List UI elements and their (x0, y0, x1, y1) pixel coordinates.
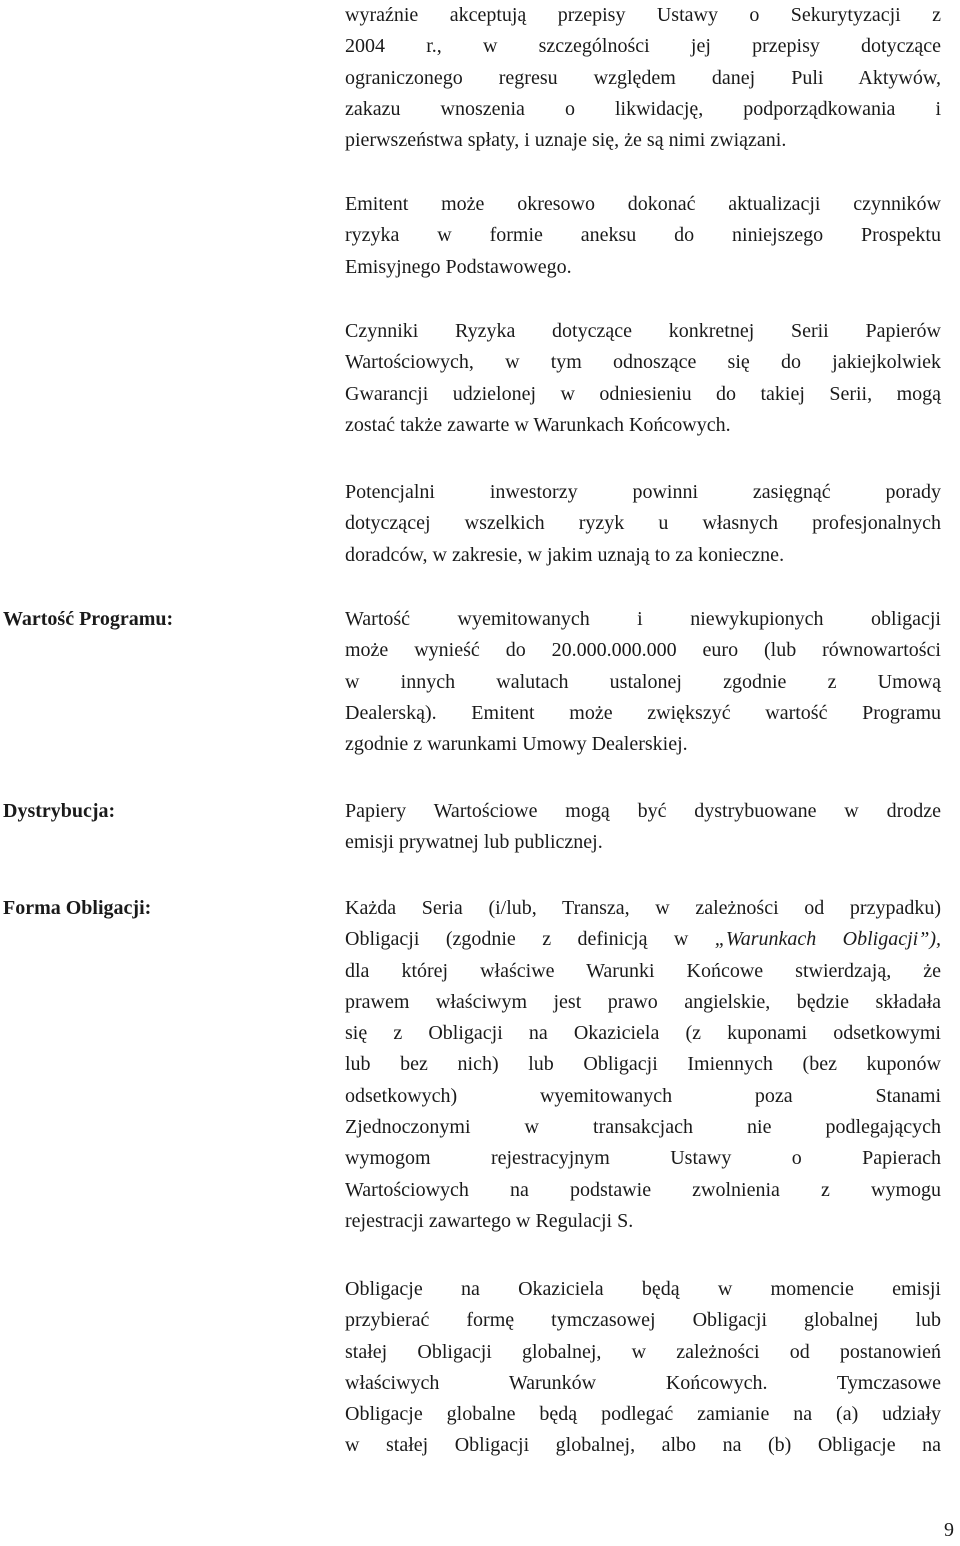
text-line: wyraźnie akceptują przepisy Ustawy o Sekurytyzacji z (345, 4, 941, 26)
text-line: emisji prywatnej lub publicznej. (345, 831, 603, 854)
text-line: Obligacje globalne będą podlegać zamianie na (a) udziały (345, 1403, 941, 1426)
series-risk-paragraph (345, 316, 941, 441)
text-line: się z Obligacji na Okaziciela (z kuponami odsetkowymi (345, 1022, 941, 1045)
text-fragment: Obligacji (zgodnie z definicją w (345, 928, 715, 951)
bond-form-label: Forma Obligacji: (3, 897, 152, 919)
text-line: Zjednoczonymi w transakcjach nie podlegających (345, 1116, 941, 1139)
program-value-paragraph (345, 604, 941, 760)
text-line: rejestracji zawartego w Regulacji S. (345, 1209, 634, 1232)
text-line: przybierać formę tymczasowej Obligacji globalnej lub (345, 1309, 941, 1332)
text-line: Emisyjnego Podstawowego. (345, 255, 572, 278)
text-line: ograniczonego regresu względem danej Puli Aktywów, (345, 66, 941, 89)
text-line: 2004 r., w szczególności jej przepisy dotyczące (345, 35, 941, 58)
text-line: Emitent może okresowo dokonać aktualizacji czynników (345, 193, 941, 215)
text-line: Papiery Wartościowe mogą być dystrybuowane w drodze (345, 800, 941, 822)
italic-term: „Warunkach Obligacji”), (714, 928, 941, 951)
text-line: doradców, w zakresie, w jakim uznają to za konieczne. (345, 543, 785, 566)
text-line: stałej Obligacji globalnej, w zależności od postanowień (345, 1340, 941, 1363)
text-line: Wartościowych, w tym odnoszące się do jakiejkolwiek (345, 351, 941, 374)
text-line: Gwarancji udzielonej w odniesieniu do takiej Serii, mogą (345, 382, 941, 405)
distribution-label: Dystrybucja: (3, 800, 116, 822)
text-line: Wartościowych na podstawie zwolnienia z wymogu (345, 1178, 941, 1201)
investor-advice-paragraph (345, 477, 941, 571)
page-number: 9 (944, 1519, 954, 1541)
text-line: zgodnie z warunkami Umowy Dealerskiej. (345, 733, 688, 756)
program-value-label: Wartość Programu: (3, 608, 174, 630)
text-line: w innych walutach ustalonej zgodnie z Umową (345, 670, 941, 693)
bearer-bonds-paragraph (345, 1274, 941, 1462)
text-line: zostać także zawarte w Warunkach Końcowych. (345, 413, 731, 436)
text-line: wymogom rejestracyjnym Ustawy o Papierach (345, 1147, 941, 1170)
text-line: Wartość wyemitowanych i niewykupionych obligacji (345, 608, 941, 630)
text-line: dla której właściwe Warunki Końcowe stwierdzają, że (345, 959, 941, 982)
text-line: pierwszeństwa spłaty, i uznaje się, że są nimi związani. (345, 129, 787, 152)
text-line: Potencjalni inwestorzy powinni zasięgnąć porady (345, 481, 941, 503)
text-line: Czynniki Ryzyka dotyczące konkretnej Serii Papierów (345, 320, 941, 342)
text-line: odsetkowych) wyemitowanych poza Stanami (345, 1084, 941, 1107)
text-line: może wynieść do 20.000.000.000 euro (lub równowartości (345, 639, 941, 662)
text-line-with-italic (345, 924, 941, 955)
text-line: Każda Seria (i/lub, Transza, w zależności od przypadku) (345, 897, 941, 919)
bond-form-paragraph (345, 893, 941, 1237)
text-line: ryzyka w formie aneksu do niniejszego Prospektu (345, 224, 941, 247)
text-line: w stałej Obligacji globalnej, albo na (b) Obligacje na (345, 1434, 941, 1457)
distribution-paragraph (345, 796, 941, 859)
text-line: zakazu wnoszenia o likwidację, podporządkowania i (345, 97, 941, 120)
risk-update-paragraph (345, 189, 941, 283)
text-line: prawem właściwym jest prawo angielskie, będzie składała (345, 990, 941, 1013)
text-line: właściwych Warunków Końcowych. Tymczasowe (345, 1371, 941, 1394)
text-line: lub bez nich) lub Obligacji Imiennych (bez kuponów (345, 1053, 941, 1076)
text-line: dotyczącej wszelkich ryzyk u własnych profesjonalnych (345, 512, 941, 535)
securitisation-paragraph (345, 0, 941, 156)
text-line: Dealerską). Emitent może zwiększyć wartość Programu (345, 701, 941, 724)
text-line: Obligacje na Okaziciela będą w momencie emisji (345, 1278, 941, 1300)
